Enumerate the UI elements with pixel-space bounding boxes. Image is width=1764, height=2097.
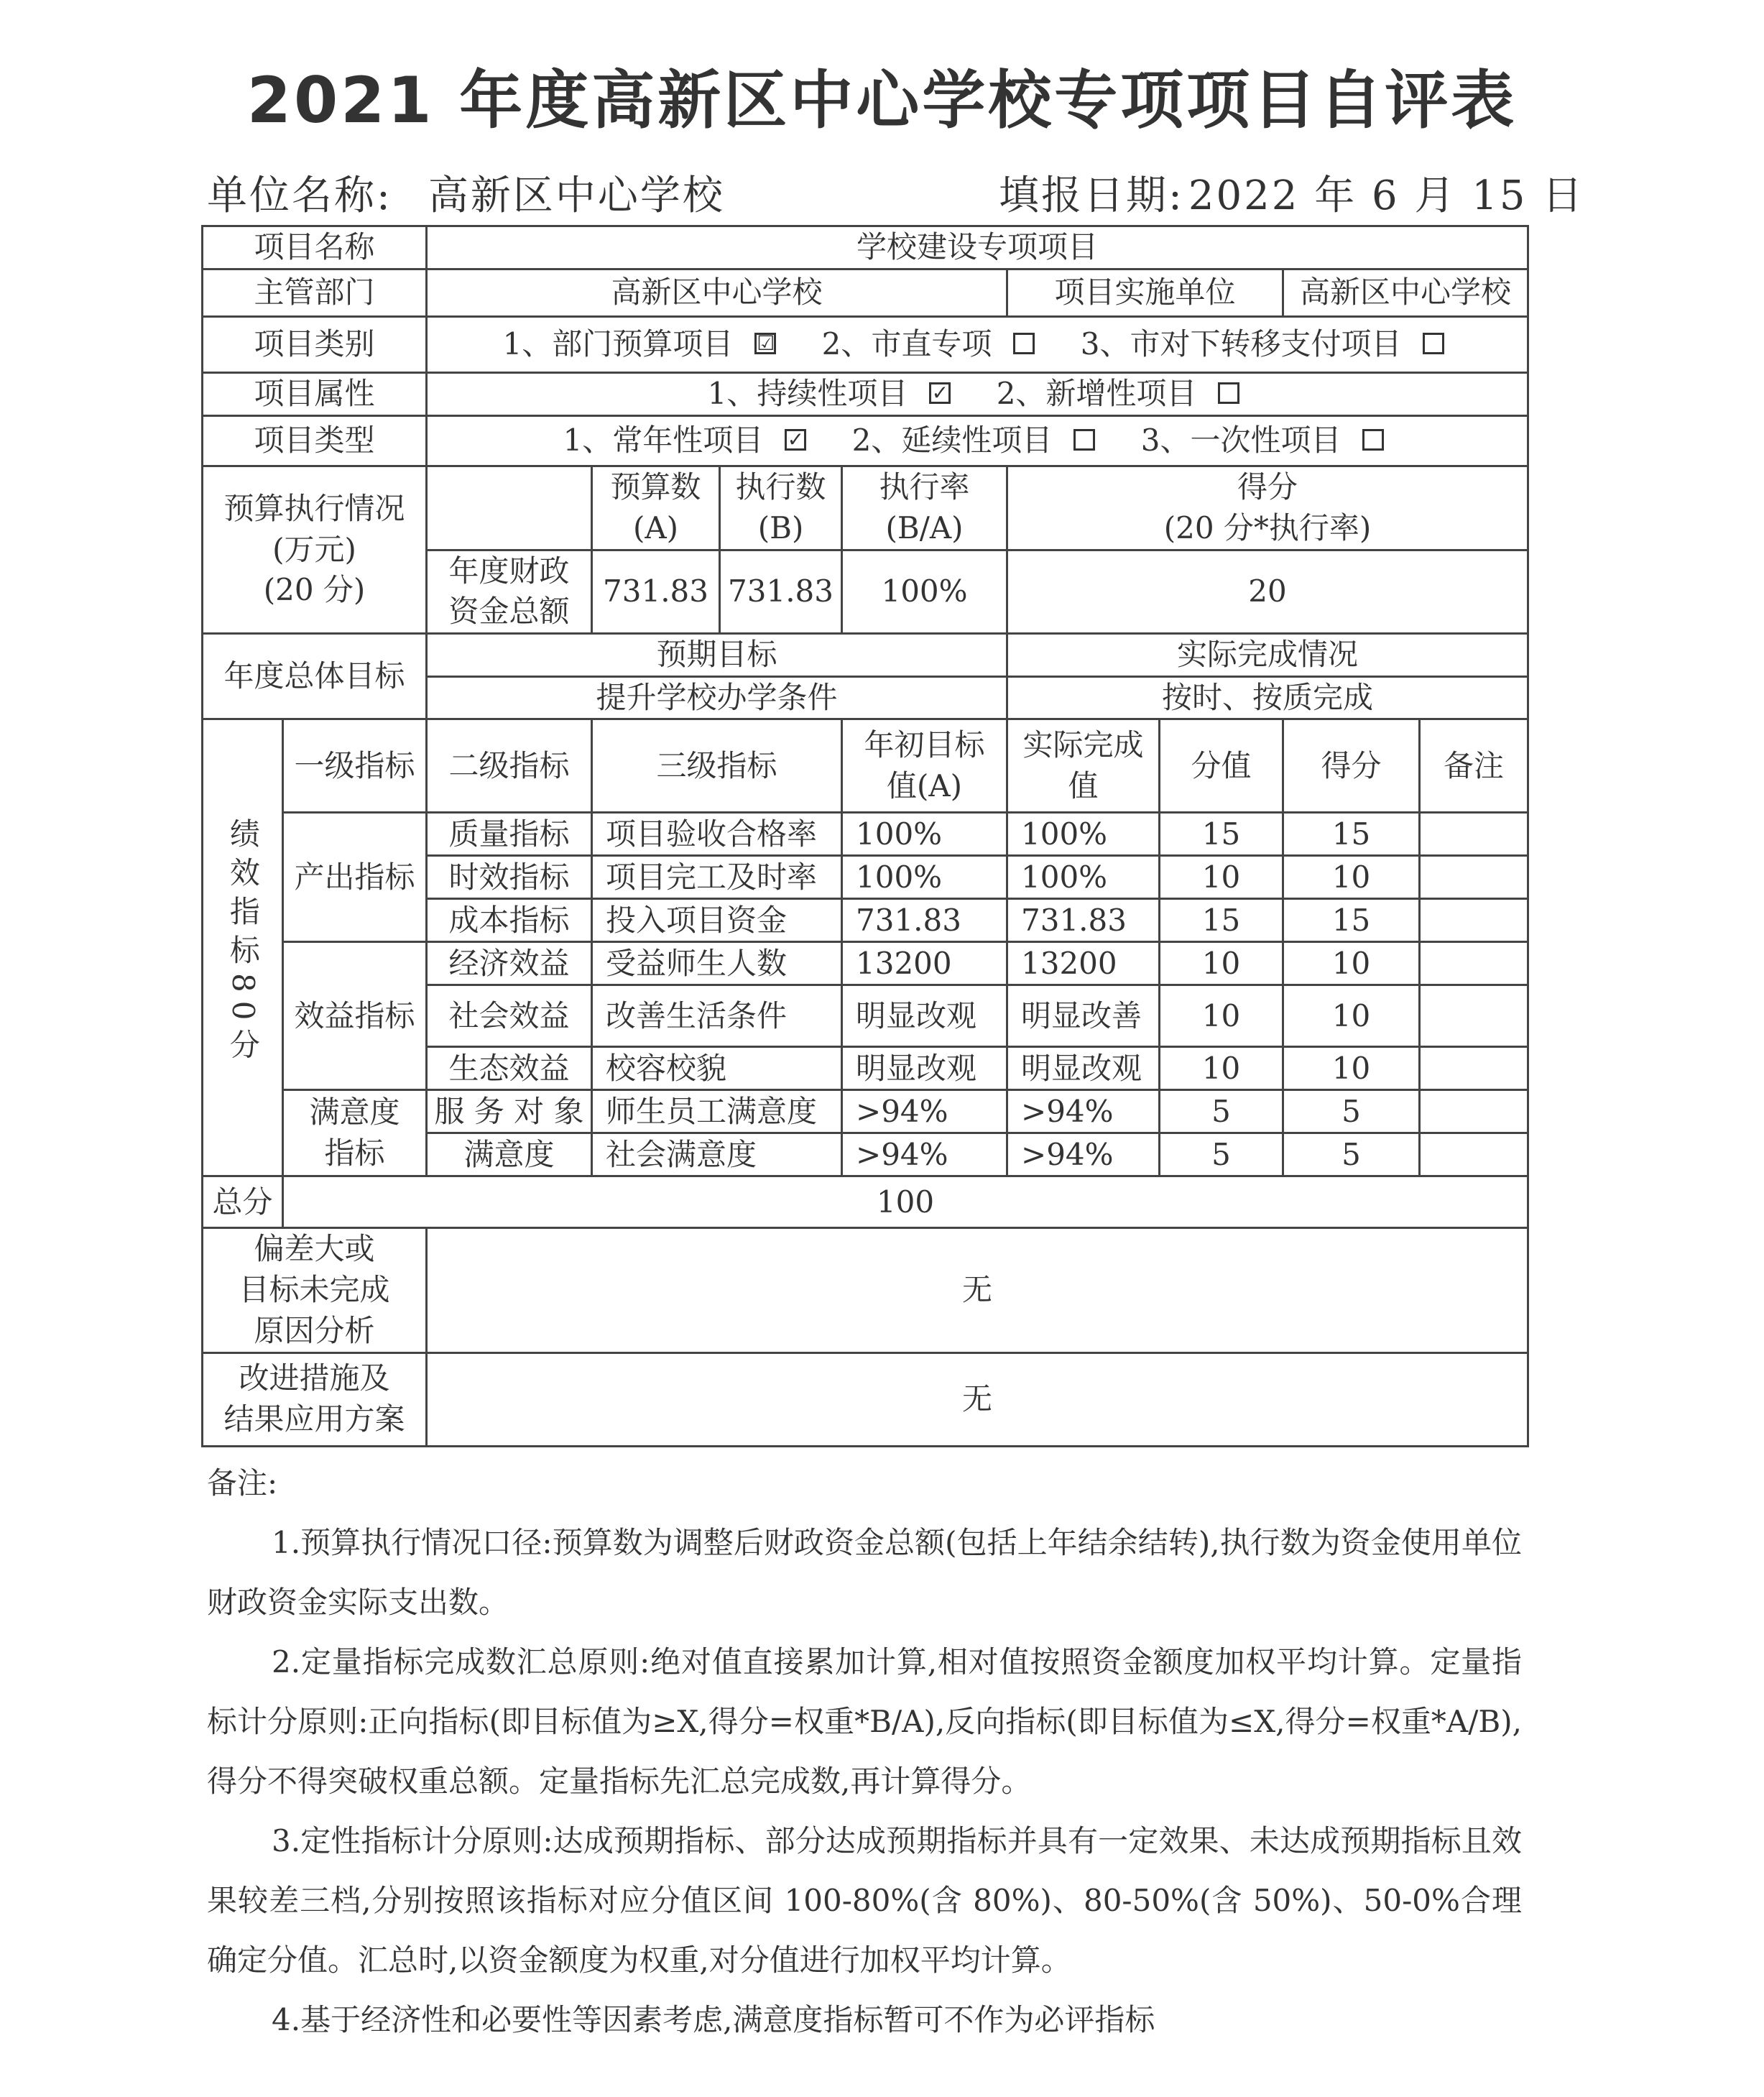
perf-h-level1: 一级指标	[283, 719, 427, 813]
perf-level3: 社会满意度	[592, 1133, 842, 1176]
perf-h-weight: 分值	[1160, 719, 1283, 813]
group-satisfaction: 满意度 指标	[283, 1090, 427, 1176]
category-row	[203, 316, 1528, 372]
attribute-checkbox-1[interactable]: ✓	[929, 382, 951, 404]
perf-target: 731.83	[842, 899, 1007, 942]
perf-score: 10	[1283, 1047, 1420, 1090]
notes-section	[207, 1453, 1522, 2050]
budget-label: 预算执行情况 (万元) (20 分)	[203, 466, 427, 633]
perf-actual: 100%	[1007, 856, 1160, 899]
perf-level2: 时效指标	[427, 856, 592, 899]
attribute-checkbox-2[interactable]	[1218, 382, 1239, 404]
deviation-value: 无	[427, 1228, 1528, 1352]
perf-weight: 10	[1160, 942, 1283, 985]
exec-col-header: 执行数 (B)	[720, 466, 842, 550]
perf-weight: 5	[1160, 1133, 1283, 1176]
perf-actual: 13200	[1007, 942, 1160, 985]
category-label: 项目类别	[203, 316, 427, 372]
type-option-3: 3、一次性项目	[1140, 422, 1342, 458]
perf-weight: 10	[1160, 1047, 1283, 1090]
dept-row	[203, 269, 1528, 316]
page-title: 2021 年度高新区中心学校专项项目自评表	[246, 63, 1518, 137]
note-3: 3.定性指标计分原则:达成预期指标、部分达成预期指标并具有一定效果、未达成预期指标且效果较差三档,分别按照该指标对应分值区间 100-80%(含 80%)、80-50%(含 50%)、50-0%合理确定分值。汇总时,以资金额度为权重,对分值进行加权平均计算。	[207, 1823, 1522, 1978]
perf-level3: 项目验收合格率	[592, 813, 842, 856]
group-benefit: 效益指标	[283, 942, 427, 1090]
category-option-3: 3、市对下转移支付项目	[1080, 326, 1402, 361]
dept-label: 主管部门	[203, 269, 427, 316]
note-2: 2.定量指标完成数汇总原则:绝对值直接累加计算,相对值按照资金额度加权平均计算。定量指标计分原则:正向指标(即目标值为≥X,得分=权重*B/A),反向指标(即目标值为≤X,得分=权重*A/B),得分不得突破权重总额。定量指标先汇总完成数,再计算得分。	[207, 1644, 1522, 1799]
project-name-label: 项目名称	[203, 226, 427, 269]
perf-remark	[1420, 1047, 1528, 1090]
perf-target: 明显改观	[842, 1047, 1007, 1090]
perf-remark	[1420, 813, 1528, 856]
evaluation-table	[201, 225, 1529, 1447]
date-label: 填报日期:	[999, 172, 1184, 219]
goal-header-row	[203, 634, 1528, 677]
perf-remark	[1420, 856, 1528, 899]
perf-level3: 校容校貌	[592, 1047, 842, 1090]
date-value: 2022 年 6 月 15 日	[1188, 172, 1585, 219]
perf-header-row	[203, 719, 1528, 813]
perf-row	[203, 1090, 1528, 1133]
perf-target: >94%	[842, 1133, 1007, 1176]
type-row	[203, 415, 1528, 466]
category-checkbox-1[interactable]: ☑	[754, 333, 776, 354]
perf-level2: 服 务 对 象	[427, 1090, 592, 1133]
perf-level3: 项目完工及时率	[592, 856, 842, 899]
perf-weight: 10	[1160, 985, 1283, 1047]
perf-h-score: 得分	[1283, 719, 1420, 813]
impl-unit-label: 项目实施单位	[1007, 269, 1283, 316]
perf-actual: 100%	[1007, 813, 1160, 856]
category-option-2: 2、市直专项	[821, 326, 992, 361]
perf-level2: 成本指标	[427, 899, 592, 942]
perf-level2: 满意度	[427, 1133, 592, 1176]
budget-header-row	[203, 466, 1528, 550]
goal-expected-header: 预期目标	[427, 634, 1007, 677]
total-label: 总分	[203, 1176, 283, 1228]
rate-value: 100%	[842, 550, 1007, 633]
perf-level3: 师生员工满意度	[592, 1090, 842, 1133]
type-checkbox-2[interactable]	[1073, 429, 1095, 451]
perf-row	[203, 942, 1528, 985]
perf-level3: 受益师生人数	[592, 942, 842, 985]
type-label: 项目类型	[203, 415, 427, 466]
perf-weight: 5	[1160, 1090, 1283, 1133]
deviation-label: 偏差大或 目标未完成 原因分析	[203, 1228, 427, 1352]
note-1: 1.预算执行情况口径:预算数为调整后财政资金总额(包括上年结余结转),执行数为资金使用单位财政资金实际支出数。	[207, 1525, 1522, 1620]
perf-actual: >94%	[1007, 1133, 1160, 1176]
perf-weight: 15	[1160, 899, 1283, 942]
goal-actual-value: 按时、按质完成	[1007, 676, 1528, 719]
perf-h-actual: 实际完成 值	[1007, 719, 1160, 813]
perf-score: 5	[1283, 1090, 1420, 1133]
exec-value: 731.83	[720, 550, 842, 633]
rate-col-header: 执行率 (B/A)	[842, 466, 1007, 550]
perf-h-level3: 三级指标	[592, 719, 842, 813]
perf-actual: 明显改观	[1007, 1047, 1160, 1090]
budget-score-header: 得分 (20 分*执行率)	[1007, 466, 1528, 550]
perf-side-label: 绩效指标80分	[203, 719, 283, 1176]
perf-score: 5	[1283, 1133, 1420, 1176]
perf-score: 10	[1283, 856, 1420, 899]
perf-weight: 15	[1160, 813, 1283, 856]
perf-level3: 改善生活条件	[592, 985, 842, 1047]
perf-h-level2: 二级指标	[427, 719, 592, 813]
perf-remark	[1420, 899, 1528, 942]
attribute-option-1: 1、持续性项目	[707, 375, 908, 411]
goal-label: 年度总体目标	[203, 634, 427, 719]
perf-level3: 投入项目资金	[592, 899, 842, 942]
perf-level2: 经济效益	[427, 942, 592, 985]
perf-target: >94%	[842, 1090, 1007, 1133]
perf-remark	[1420, 942, 1528, 985]
unit-info	[207, 164, 725, 221]
type-option-2: 2、延续性项目	[851, 422, 1053, 458]
project-name-row	[203, 226, 1528, 269]
perf-h-target: 年初目标 值(A)	[842, 719, 1007, 813]
perf-target: 100%	[842, 813, 1007, 856]
perf-target: 13200	[842, 942, 1007, 985]
perf-target: 明显改观	[842, 985, 1007, 1047]
budget-row-label: 年度财政 资金总额	[427, 550, 592, 633]
perf-level2: 生态效益	[427, 1047, 592, 1090]
perf-score: 10	[1283, 985, 1420, 1047]
dept-value: 高新区中心学校	[427, 269, 1007, 316]
category-options	[427, 316, 1528, 372]
perf-score: 10	[1283, 942, 1420, 985]
project-name-value: 学校建设专项项目	[427, 226, 1528, 269]
perf-row	[203, 813, 1528, 856]
perf-level2: 质量指标	[427, 813, 592, 856]
attribute-row	[203, 372, 1528, 415]
perf-remark	[1420, 1133, 1528, 1176]
type-checkbox-3[interactable]	[1362, 429, 1384, 451]
attribute-label: 项目属性	[203, 372, 427, 415]
attribute-options	[427, 372, 1528, 415]
perf-h-remark: 备注	[1420, 719, 1528, 813]
budget-blank-header	[427, 466, 592, 550]
perf-score: 15	[1283, 899, 1420, 942]
goal-actual-header: 实际完成情况	[1007, 634, 1528, 677]
unit-value: 高新区中心学校	[428, 172, 725, 219]
attribute-option-2: 2、新增性项目	[996, 375, 1197, 411]
type-option-1: 1、常年性项目	[563, 422, 764, 458]
perf-actual: >94%	[1007, 1090, 1160, 1133]
perf-score: 15	[1283, 813, 1420, 856]
note-4: 4.基于经济性和必要性等因素考虑,满意度指标暂可不作为必评指标	[272, 2002, 1155, 2037]
type-checkbox-1[interactable]: ✓	[785, 429, 806, 451]
category-option-1: 1、部门预算项目	[502, 326, 734, 361]
date-info	[999, 164, 1584, 221]
deviation-row	[203, 1228, 1528, 1352]
category-checkbox-3[interactable]	[1423, 333, 1444, 354]
impl-unit-value: 高新区中心学校	[1283, 269, 1528, 316]
total-row	[203, 1176, 1528, 1228]
perf-weight: 10	[1160, 856, 1283, 899]
perf-remark	[1420, 1090, 1528, 1133]
improve-row	[203, 1352, 1528, 1446]
perf-actual: 731.83	[1007, 899, 1160, 942]
budget-score-value: 20	[1007, 550, 1528, 633]
perf-actual: 明显改善	[1007, 985, 1160, 1047]
notes-header: 备注:	[207, 1465, 278, 1501]
perf-target: 100%	[842, 856, 1007, 899]
group-output: 产出指标	[283, 813, 427, 942]
perf-level2: 社会效益	[427, 985, 592, 1047]
total-value: 100	[283, 1176, 1528, 1228]
budget-col-header: 预算数 (A)	[592, 466, 720, 550]
category-checkbox-2[interactable]	[1013, 333, 1035, 354]
unit-label: 单位名称:	[207, 172, 392, 219]
budget-value: 731.83	[592, 550, 720, 633]
goal-expected-value: 提升学校办学条件	[427, 676, 1007, 719]
improve-label: 改进措施及 结果应用方案	[203, 1352, 427, 1446]
type-options	[427, 415, 1528, 466]
improve-value: 无	[427, 1352, 1528, 1446]
perf-remark	[1420, 985, 1528, 1047]
